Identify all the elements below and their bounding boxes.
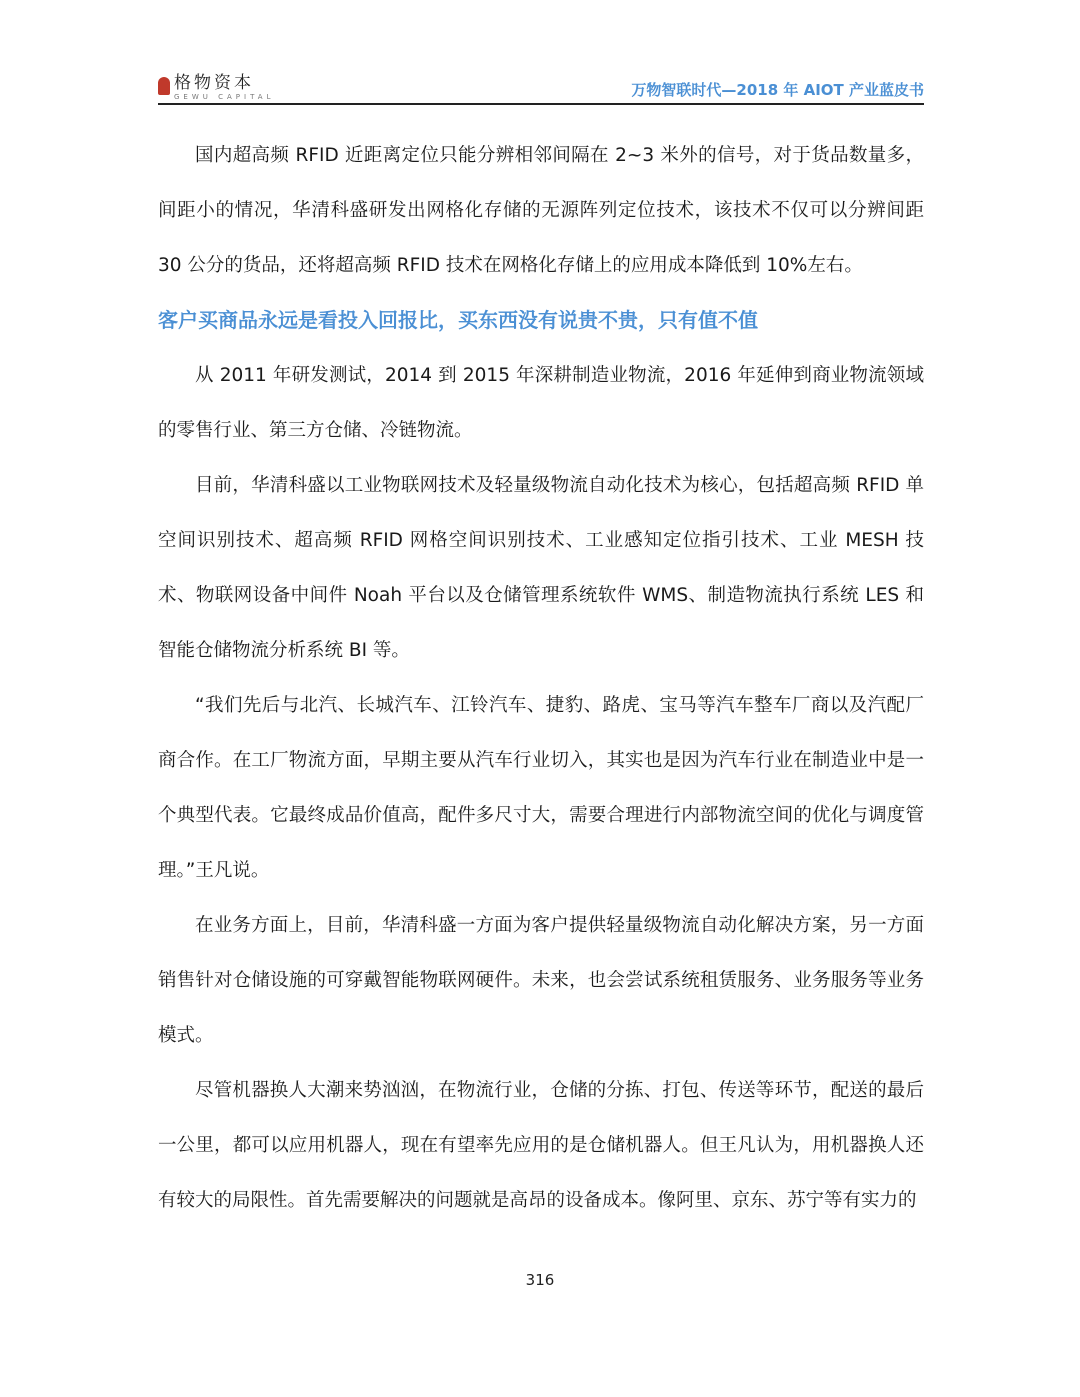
document-body — [158, 128, 924, 1228]
logo — [158, 74, 275, 102]
logo-subtitle: GEWU CAPITAL — [174, 93, 275, 101]
paragraph: 国内超高频 RFID 近距离定位只能分辨相邻间隔在 2~3 米外的信号，对于货品数量多，间距小的情况，华清科盛研发出网格化存储的无源阵列定位技术，该技术不仅可以分辨间距 30 公分的货品，还将超高频 RFID 技术在网格化存储上的应用成本降低到 10%左右。 — [158, 145, 924, 276]
page-number: 316 — [525, 1271, 555, 1289]
header-title: 万物智联时代—2018 年 AIOT 产业蓝皮书 — [631, 81, 924, 99]
section-heading: 客户买商品永远是看投入回报比，买东西没有说贵不贵，只有值不值 — [158, 308, 758, 332]
paragraph: 目前，华清科盛以工业物联网技术及轻量级物流自动化技术为核心，包括超高频 RFID 单空间识别技术、超高频 RFID 网格空间识别技术、工业感知定位指引技术、工业 MESH 技术、物联网设备中间件 Noah 平台以及仓储管理系统软件 WMS、制造物流执行系统 LES 和智能仓储物流分析系统 BI 等。 — [158, 475, 924, 661]
logo-mark-icon — [158, 77, 170, 95]
paragraph: 尽管机器换人大潮来势汹汹，在物流行业，仓储的分拣、打包、传送等环节，配送的最后一公里，都可以应用机器人，现在有望率先应用的是仓储机器人。但王凡认为，用机器换人还有较大的局限性。首先需要解决的问题就是高昂的设备成本。像阿里、京东、苏宁等有实力的 — [158, 1080, 924, 1211]
page-header — [158, 68, 924, 104]
paragraph: “我们先后与北汽、长城汽车、江铃汽车、捷豹、路虎、宝马等汽车整车厂商以及汽配厂商合作。在工厂物流方面，早期主要从汽车行业切入，其实也是因为汽车行业在制造业中是一个典型代表。它最终成品价值高，配件多尺寸大，需要合理进行内部物流空间的优化与调度管理。”王凡说。 — [158, 695, 924, 881]
logo-text — [174, 74, 275, 102]
logo-name: 格物资本 — [174, 73, 254, 93]
paragraph: 从 2011 年研发测试，2014 到 2015 年深耕制造业物流，2016 年延伸到商业物流领域的零售行业、第三方仓储、冷链物流。 — [158, 365, 924, 441]
paragraph: 在业务方面上，目前，华清科盛一方面为客户提供轻量级物流自动化解决方案，另一方面销售针对仓储设施的可穿戴智能物联网硬件。未来，也会尝试系统租赁服务、业务服务等业务模式。 — [158, 915, 924, 1046]
header-divider — [158, 103, 924, 105]
